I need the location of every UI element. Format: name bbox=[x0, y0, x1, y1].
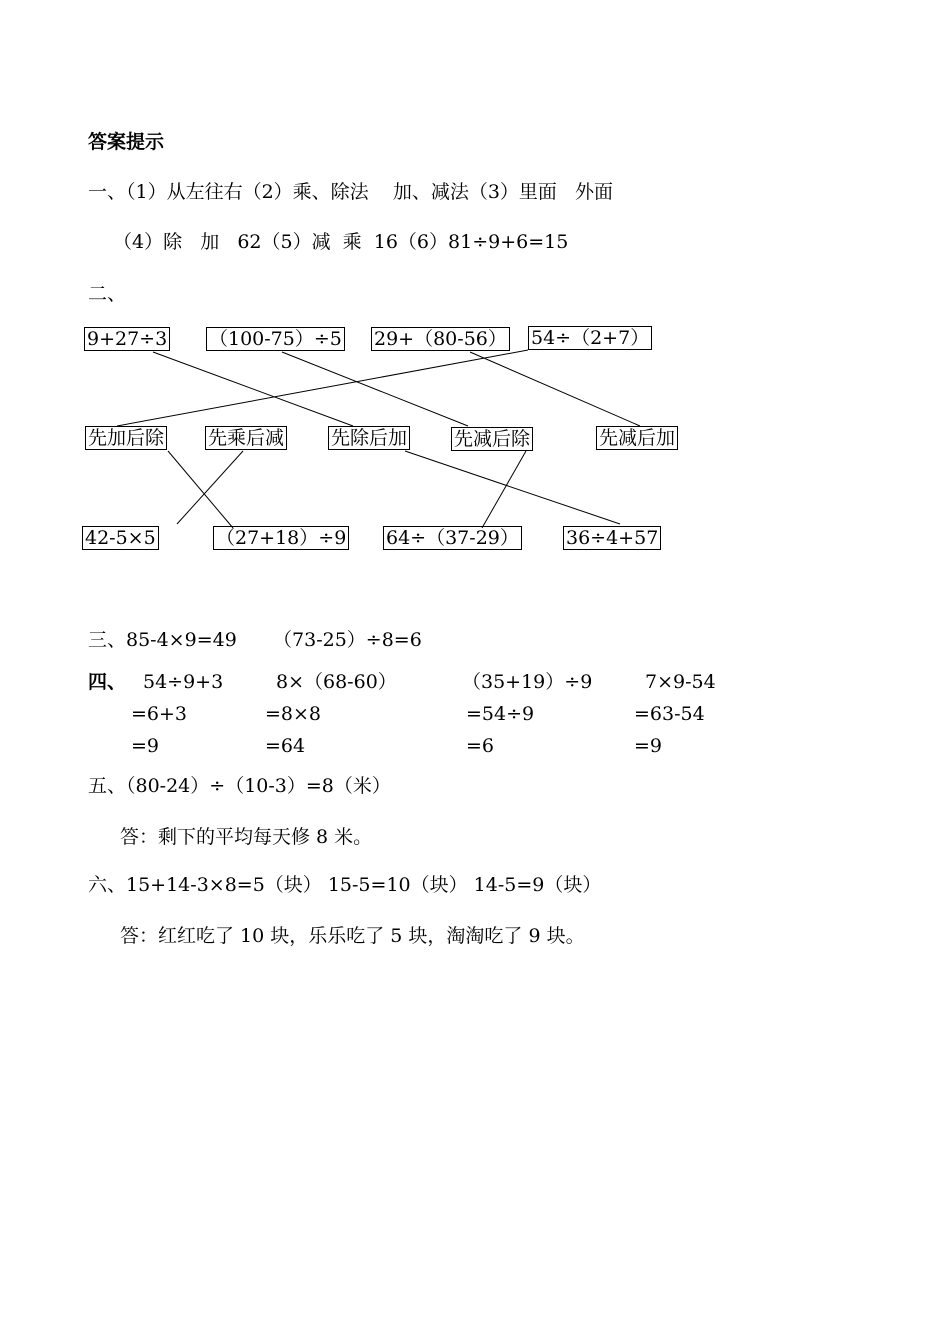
order-rule-box: 先减后除 bbox=[451, 427, 533, 451]
match-line bbox=[168, 451, 233, 528]
calc-step: =9 bbox=[634, 735, 663, 757]
expression-box: 64÷（37-29） bbox=[383, 526, 522, 550]
expression-box: 36÷4+57 bbox=[563, 526, 661, 550]
expression-box: （27+18）÷9 bbox=[213, 526, 349, 550]
expression-box: （100-75）÷5 bbox=[206, 327, 345, 351]
calc-step: 54÷9+3 bbox=[143, 671, 224, 693]
section-5-equation: 五、（80-24）÷（10-3）=8（米） bbox=[88, 775, 391, 797]
match-line bbox=[405, 451, 620, 524]
calc-step: =8×8 bbox=[265, 703, 322, 725]
calc-step: =9 bbox=[131, 735, 160, 757]
section-3: 三、85-4×9=49 （73-25）÷8=6 bbox=[88, 629, 422, 651]
calc-step: =63-54 bbox=[634, 703, 705, 725]
match-line bbox=[470, 352, 640, 426]
calc-step: =6+3 bbox=[131, 703, 188, 725]
expression-box: 42-5×5 bbox=[82, 526, 159, 550]
section-1-line-2: （4）除 加 62（5）减 乘 16（6）81÷9+6=15 bbox=[113, 231, 569, 253]
order-rule-box: 先减后加 bbox=[596, 426, 678, 450]
section-6-equation: 六、15+14-3×8=5（块） 15-5=10（块） 14-5=9（块） bbox=[88, 874, 602, 896]
expression-box: 9+27÷3 bbox=[84, 327, 170, 351]
section-4-label: 四、 bbox=[88, 671, 127, 693]
section-5-answer: 答：剩下的平均每天修 8 米。 bbox=[120, 826, 373, 848]
match-line bbox=[177, 451, 243, 524]
match-line bbox=[282, 352, 468, 426]
calc-step: 7×9-54 bbox=[645, 671, 716, 693]
calc-step: =54÷9 bbox=[466, 703, 535, 725]
page-title: 答案提示 bbox=[88, 131, 165, 153]
calc-step: =6 bbox=[466, 735, 495, 757]
calc-step: =64 bbox=[265, 735, 306, 757]
order-rule-box: 先加后除 bbox=[85, 426, 167, 450]
section-2-label: 二、 bbox=[88, 283, 127, 305]
calc-step: 8×（68-60） bbox=[276, 671, 397, 693]
expression-box: 29+（80-56） bbox=[371, 327, 510, 351]
expression-box: 54÷（2+7） bbox=[528, 326, 652, 350]
section-6-answer: 答：红红吃了 10 块，乐乐吃了 5 块，淘淘吃了 9 块。 bbox=[120, 925, 585, 947]
order-rule-box: 先乘后减 bbox=[205, 426, 287, 450]
calc-step: （35+19）÷9 bbox=[462, 671, 593, 693]
order-rule-box: 先除后加 bbox=[328, 426, 410, 450]
section-1-line-1: 一、（1）从左往右（2）乘、除法 加、减法（3）里面 外面 bbox=[88, 181, 614, 203]
match-line bbox=[153, 352, 353, 426]
